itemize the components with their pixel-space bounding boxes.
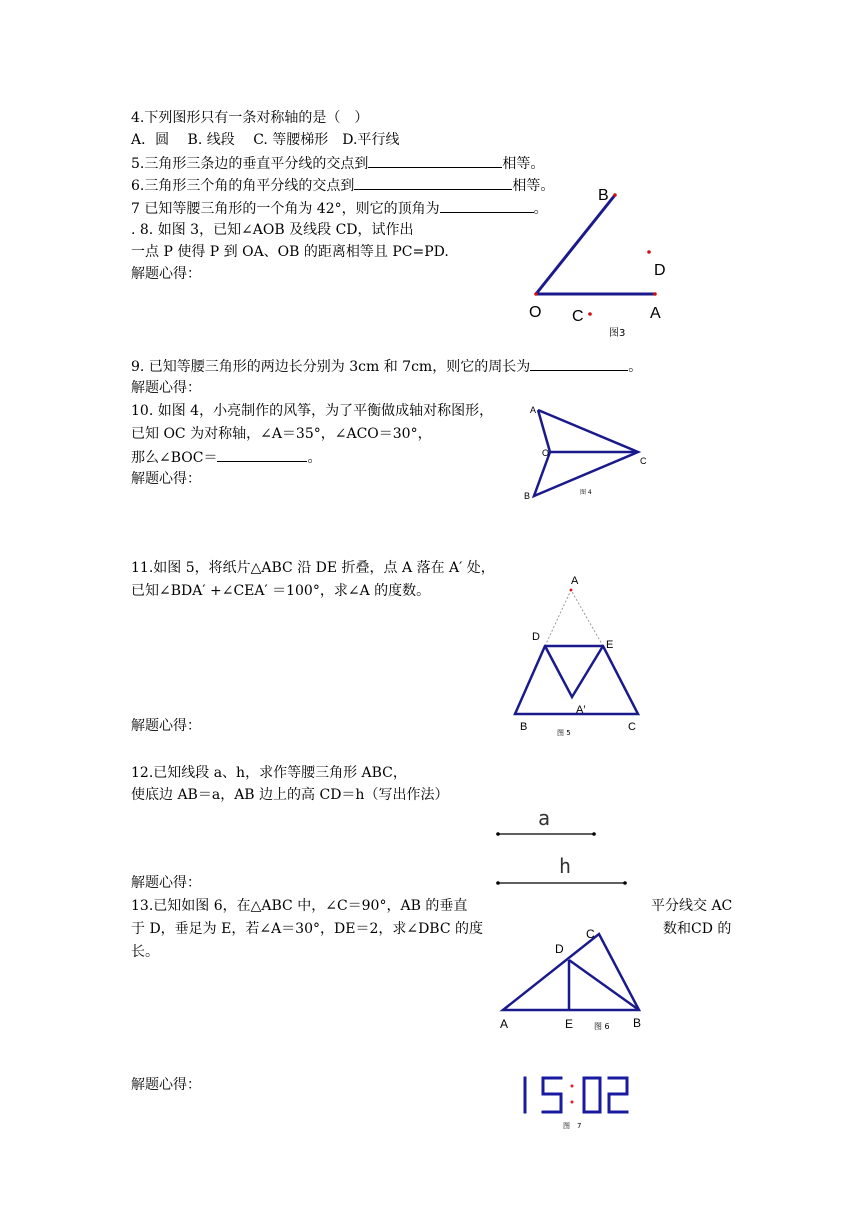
label-o: O: [529, 304, 542, 321]
digit-2: [609, 1078, 627, 1112]
label-a: A: [650, 305, 661, 322]
segment-a-label: a: [538, 806, 551, 830]
label-a-prime: A′: [576, 704, 586, 716]
label-a: A: [571, 575, 579, 587]
q5-text: 5.三角形三条边的垂直平分线的交点到: [131, 156, 369, 172]
segment-h-label: h: [559, 854, 572, 878]
q13-line1b: 平分线交 AC: [651, 898, 733, 914]
q10-note: 解题心得：: [131, 471, 201, 487]
label-b: B: [633, 1016, 642, 1030]
label-e: E: [565, 1017, 574, 1031]
fig6-caption: 图 6: [594, 1022, 610, 1031]
segment-a-start: [496, 832, 500, 836]
q12-note: 解题心得：: [131, 875, 201, 891]
q12-line1: 12.已知线段 a、h，求作等腰三角形 ABC，: [131, 765, 407, 781]
label-e: E: [606, 639, 614, 651]
q12-line2: 使底边 AB＝a，AB 边上的高 CD＝h（写出作法）: [131, 787, 449, 803]
point-a: [570, 589, 573, 592]
q9-note: 解题心得：: [131, 380, 201, 396]
point-o: [534, 292, 538, 296]
figure-3: [520, 180, 680, 345]
q6-suffix: 相等。: [512, 178, 555, 194]
fig5-caption: 图 5: [557, 729, 571, 737]
segments-a-h: [490, 805, 640, 890]
label-c: C: [640, 456, 647, 466]
figure-6: [495, 920, 655, 1035]
folded-vertex: [545, 646, 603, 697]
label-a: A: [500, 1017, 509, 1031]
label-o: O: [542, 448, 550, 458]
fig7-caption: 图 7: [563, 1122, 582, 1130]
q8-line1: . 8. 如图 3，已知∠AOB 及线段 CD，试作出: [131, 222, 414, 238]
label-d: D: [654, 262, 666, 279]
q9-answer-blank[interactable]: [530, 356, 628, 371]
fig3-caption: 图3: [609, 328, 626, 339]
fig4-caption: 图 4: [580, 489, 592, 496]
q7-text: 7 已知等腰三角形的一个角为 42°，则它的顶角为: [131, 201, 440, 217]
label-d: D: [532, 631, 540, 643]
segment-a-end: [592, 832, 596, 836]
q10-suffix: 。: [307, 450, 322, 466]
q10-line2: 已知 OC 为对称轴，∠A＝35°，∠ACO＝30°，: [131, 426, 432, 442]
q9-text: 9. 已知等腰三角形的两边长分别为 3cm 和 7cm，则它的周长为: [131, 359, 531, 375]
figure-4: [520, 398, 660, 508]
point-a: [653, 292, 657, 296]
q9-suffix: 。: [628, 359, 643, 375]
figure-7-clock: [515, 1072, 635, 1132]
fold-ea: [571, 590, 603, 646]
q6-answer-blank[interactable]: [354, 175, 512, 190]
ray-ob: [533, 195, 615, 294]
label-b: B: [598, 187, 609, 204]
label-a: A: [530, 405, 537, 415]
label-b: B: [524, 491, 531, 501]
clock-colon-top: [571, 1085, 574, 1088]
segment-h-start: [496, 881, 500, 885]
label-b: B: [520, 721, 528, 733]
q6-text: 6.三角形三个角的角平分线的交点到: [131, 178, 355, 194]
clock-colon-bottom: [571, 1101, 574, 1104]
q10-line3: [131, 447, 321, 468]
segment-db: [569, 960, 639, 1010]
digit-5: [543, 1078, 561, 1112]
label-d: D: [555, 942, 564, 956]
q13-line2b: 数和CD 的: [663, 921, 732, 937]
q13-line3: 长。: [131, 944, 159, 960]
q10-answer-blank[interactable]: [217, 447, 307, 462]
label-c: C: [628, 721, 636, 733]
q8-line2: 一点 P 使得 P 到 OA、OB 的距离相等且 PC=PD.: [131, 244, 449, 260]
q9-line: [131, 356, 642, 377]
q4-options: A．圆 B. 线段 C. 等腰梯形 D.平行线: [131, 132, 400, 148]
q4-stem: 4.下列图形只有一条对称轴的是（ ）: [131, 110, 369, 126]
q13-line2a: 于 D，垂足为 E，若∠A＝30°，DE＝2，求∠DBC 的度: [131, 921, 484, 937]
label-c: C: [586, 927, 595, 941]
q8-note: 解题心得：: [131, 266, 201, 282]
segment-h-end: [623, 881, 627, 885]
q13-line1a: 13.已知如图 6，在△ABC 中，∠C＝90°，AB 的垂直: [131, 898, 468, 914]
point-b: [613, 193, 617, 197]
triangle-abc: [503, 934, 639, 1010]
q5-suffix: 相等。: [502, 156, 545, 172]
q7-suffix: 。: [533, 201, 548, 217]
q6-line: [131, 175, 554, 196]
point-c: [588, 312, 592, 316]
q10-text: 那么∠BOC＝: [131, 450, 218, 466]
q5-line: [131, 153, 544, 174]
point-d: [647, 250, 651, 254]
q5-answer-blank[interactable]: [368, 153, 502, 168]
fold-da: [545, 590, 571, 646]
q13-note: 解题心得：: [131, 1077, 201, 1093]
q11-line2: 已知∠BDA′ +∠CEA′ ＝100°，求∠A 的度数。: [131, 583, 431, 599]
label-c: C: [572, 308, 584, 325]
q11-line1: 11.如图 5，将纸片△ABC 沿 DE 折叠，点 A 落在 A′ 处，: [131, 560, 495, 576]
q10-line1: 10. 如图 4，小亮制作的风筝，为了平衡做成轴对称图形，: [131, 403, 494, 419]
figure-5: [505, 570, 655, 740]
digit-0: [584, 1078, 600, 1112]
q7-line: [131, 198, 548, 219]
q11-note: 解题心得：: [131, 718, 201, 734]
